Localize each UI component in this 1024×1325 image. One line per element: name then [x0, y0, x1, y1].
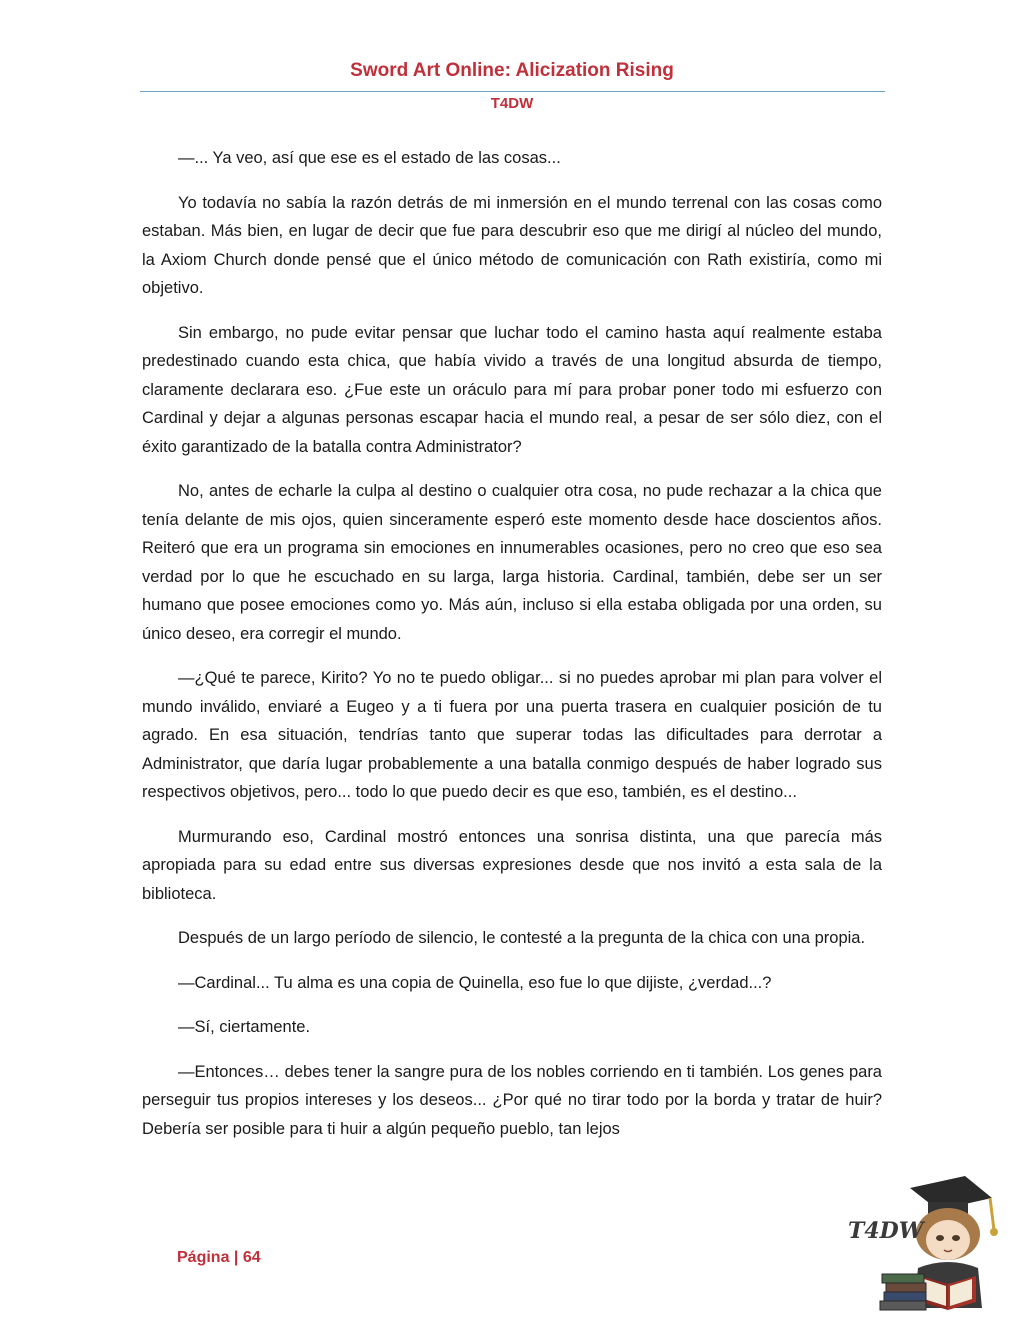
paragraph: Yo todavía no sabía la razón detrás de mi inmersión en el mundo terrenal con las cosas como estaban. Más bien, en lugar de decir que fue para descubrir eso que me dirigí al núcleo del mundo, la Axiom Church donde pensé que el único método de comunicación con Rath existiría, como mi objetivo. — [142, 193, 882, 297]
paragraph: —Sí, ciertamente. — [178, 1018, 311, 1036]
paragraph: —... Ya veo, así que ese es el estado de las cosas... — [178, 149, 561, 167]
paragraph: —¿Qué te parece, Kirito? Yo no te puedo obligar... si no puedes aprobar mi plan para volver el mundo inválido, enviaré a Eugeo y a ti fuera por una puerta trasera en cualquier posición de tu agrado. En esa situación, tendrías tanto que superar todas las dificultades para derrotar a Administrator, que daría lugar probablemente a una batalla conmigo después de haber logrado sus respectivos objetivos, pero... todo lo que puedo decir es que eso, también, es el destino... — [142, 669, 882, 801]
paragraph: Murmurando eso, Cardinal mostró entonces una sonrisa distinta, una que parecía más apropiada para su edad entre sus diversas expresiones desde que nos invitó a esta sala de la biblioteca. — [142, 827, 882, 903]
paragraph: Después de un largo período de silencio, le contesté a la pregunta de la chica con una propia. — [178, 929, 866, 947]
paragraph: Sin embargo, no pude evitar pensar que luchar todo el camino hasta aquí realmente estaba predestinado cuando esta chica, que había vivido a través de una longitud absurda de tiempo, claramente declarara eso. ¿Fue este un oráculo para mí para probar poner todo mi esfuerzo con Cardinal y dejar a algunas personas escapar hacia el mundo real, a pesar de ser sólo diez, con el éxito garantizado de la batalla contra Administrator? — [142, 323, 882, 456]
paragraph: —Cardinal... Tu alma es una copia de Quinella, eso fue lo que dijiste, ¿verdad...? — [178, 973, 772, 992]
logo-text: T4DW — [848, 1218, 924, 1244]
paragraph: —Entonces… debes tener la sangre pura de los nobles corriendo en ti también. Los genes para perseguir tus propios intereses y los deseos... ¿Por qué no tirar todo por la borda y tratar de huir? Debería ser posible para ti huir a algún pequeño pueblo, tan lejos — [142, 1062, 882, 1138]
paragraph: No, antes de echarle la culpa al destino o cualquier otra cosa, no pude rechazar a la chica que tenía delante de mis ojos, quien sinceramente esperó este momento desde hace doscientos años. Reiteró que era un programa sin emociones en innumerables ocasiones, pero no creo que eso sea verdad por lo que he escuchado en su larga, larga historia. Cardinal, también, debe ser un ser humano que posee emociones como yo. Más aún, incluso si ella estaba obligada por una orden, su único deseo, era corregir el mundo. — [142, 482, 882, 643]
page-number: Página | 64 — [177, 1249, 261, 1266]
header-divider — [140, 91, 885, 92]
document-body — [142, 144, 882, 1143]
document-header-title: Sword Art Online: Alicization Rising — [350, 60, 674, 81]
scholar-mascot-icon — [840, 1168, 1000, 1318]
document-header-subtitle: T4DW — [490, 95, 534, 112]
